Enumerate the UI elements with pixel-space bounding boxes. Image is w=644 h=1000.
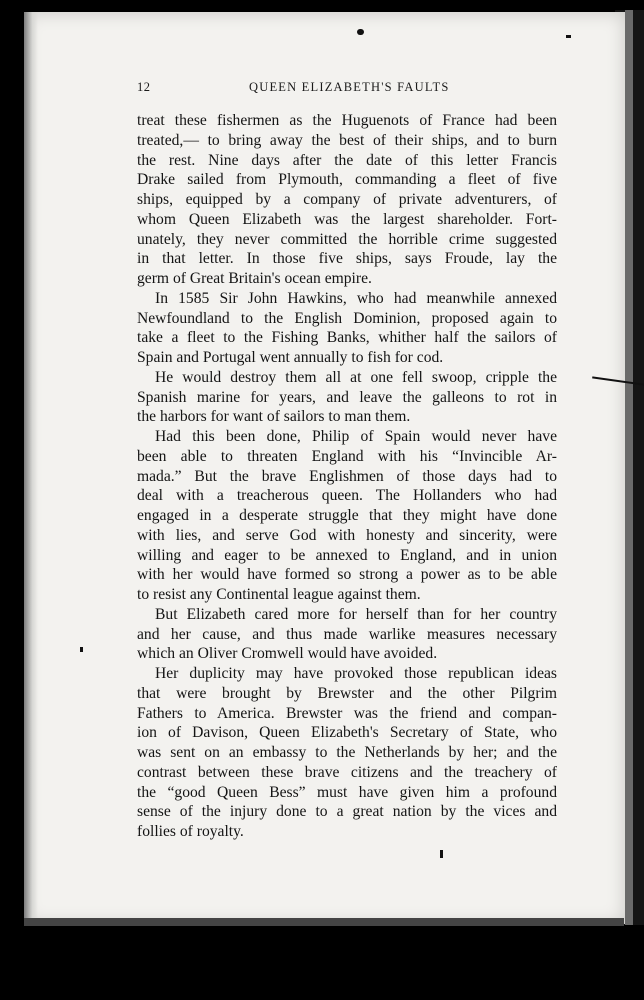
text-line: mada.” But the brave Englishmen of those days had to [137, 467, 557, 485]
page-gutter-shadow [24, 12, 38, 924]
paragraph [137, 111, 557, 289]
paragraph [137, 289, 557, 368]
text-line: In 1585 Sir John Hawkins, who had meanwhile annexed [155, 289, 557, 307]
text-line: whom Queen Elizabeth was the largest shareholder. Fort- [137, 210, 557, 228]
text-line: that were brought by Brewster and the other Pilgrim [137, 684, 557, 702]
text-line: Newfoundland to the English Dominion, proposed again to [137, 309, 557, 327]
text-line: Her duplicity may have provoked those republican ideas [155, 665, 557, 682]
text-line: deal with a treacherous queen. The Hollanders who had [137, 487, 557, 505]
paragraph [137, 427, 557, 605]
text-line: contrast between these brave citizens and the treachery of [137, 763, 557, 781]
binding-highlight [625, 10, 633, 925]
text-line: ships, equipped by a company of private adventurers, of [137, 191, 557, 208]
text-line: engaged in a desperate struggle that they might have done [137, 507, 557, 524]
text-line: Had this been done, Philip of Spain would never have [155, 428, 557, 445]
text-line: Spain and Portugal went annually to fish for cod. [137, 349, 444, 366]
text-line: and her cause, and thus made warlike measures necessary [137, 625, 557, 643]
ink-speck [80, 647, 83, 652]
text-line: treated,— to bring away the best of their ships, and to burn [137, 131, 557, 149]
text-line: which an Oliver Cromwell would have avoided. [137, 645, 438, 663]
paragraph [137, 664, 557, 842]
ink-speck [357, 29, 364, 35]
text-line: was sent on an embassy to the Netherlands by her; and the [137, 744, 557, 761]
text-line: the rest. Nine days after the date of this letter Francis [137, 151, 557, 169]
text-line: ion of Davison, Queen Elizabeth's Secretary of State, who [137, 724, 557, 742]
text-line: to resist any Continental league against them. [137, 586, 421, 603]
text-line: take a fleet to the Fishing Banks, whither half the sailors of [137, 329, 557, 347]
body-text [137, 111, 557, 842]
text-line: willing and eager to be annexed to England, and in union [137, 546, 557, 564]
text-line: with her would have formed so strong a power as to be able [137, 566, 557, 584]
text-line: Spanish marine for years, and leave the galleons to rot in [137, 388, 557, 406]
text-line: Drake sailed from Plymouth, commanding a fleet of five [137, 171, 557, 189]
text-line: the “good Queen Bess” must have given him a profound [137, 783, 557, 801]
text-line: But Elizabeth cared more for herself than for her country [155, 605, 557, 623]
text-line: treat these fishermen as the Huguenots of France had been [137, 112, 557, 129]
page-header: QUEEN ELIZABETH'S FAULTS [249, 80, 450, 94]
text-line: with lies, and serve God with honesty and sincerity, were [137, 526, 557, 544]
text-line: Fathers to America. Brewster was the friend and compan- [137, 704, 557, 722]
page-number: 12 [137, 80, 151, 94]
running-head [137, 80, 557, 98]
text-line: been able to threaten England with his “Invincible Ar- [137, 447, 557, 465]
paragraph [137, 605, 557, 664]
text-line: the harbors for want of sailors to man them. [137, 408, 411, 426]
ink-speck [566, 35, 571, 38]
text-line: in that letter. In those five ships, says Froude, lay the [137, 250, 557, 268]
text-line: sense of the injury done to a great nation by the vices and [137, 803, 557, 821]
page-bottom-edge [24, 918, 624, 926]
paragraph [137, 368, 557, 427]
ink-speck [440, 850, 443, 858]
text-line: He would destroy them all at one fell swoop, cripple the [155, 368, 557, 386]
text-line: follies of royalty. [137, 823, 244, 840]
text-line: germ of Great Britain's ocean empire. [137, 270, 372, 287]
text-line: unately, they never committed the horrible crime suggested [137, 230, 557, 248]
